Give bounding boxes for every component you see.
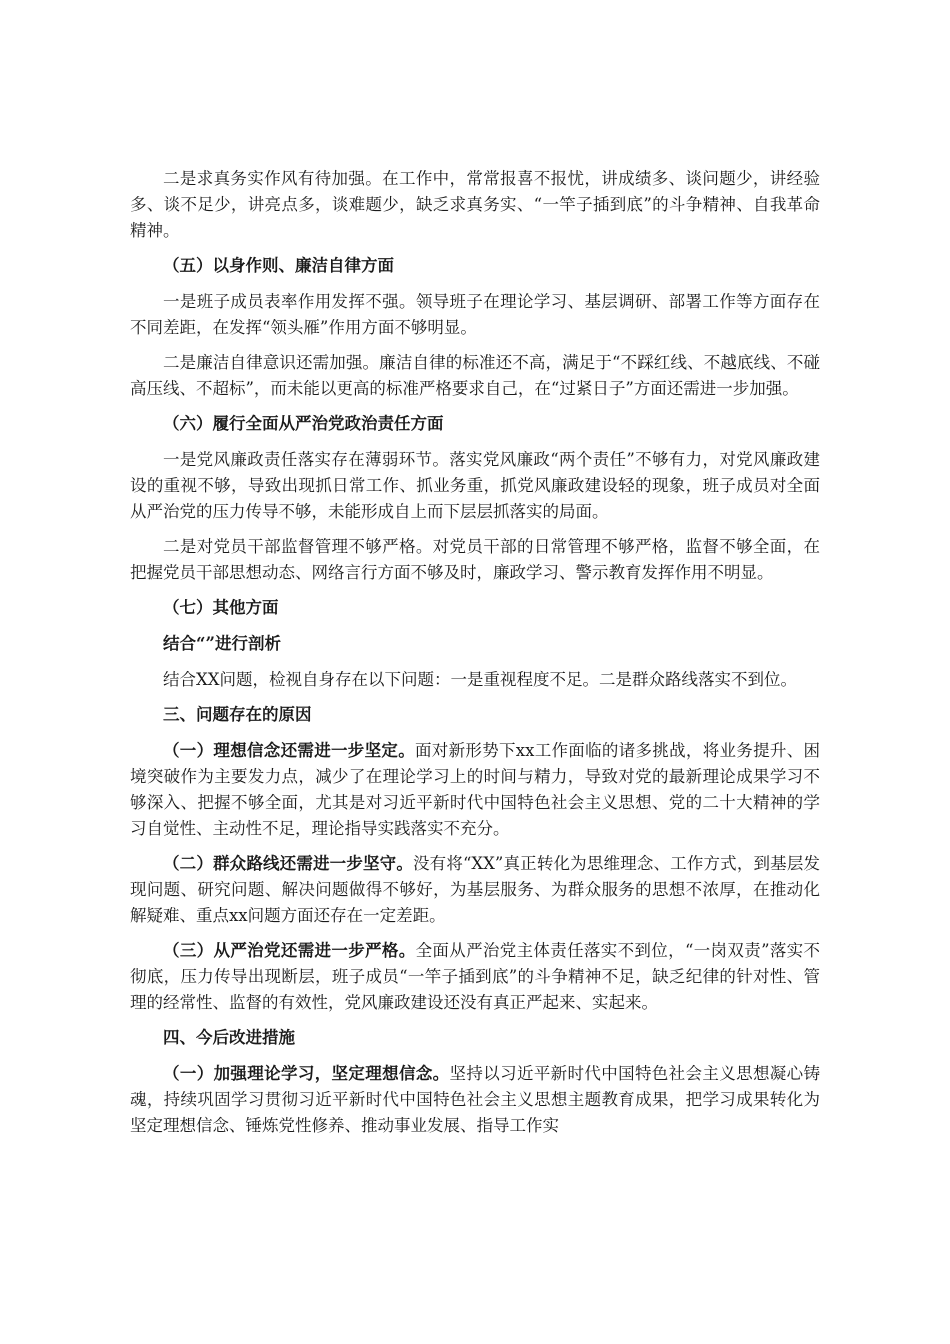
document-body (130, 166, 820, 1148)
lead-title: （二）群众路线还需进一步坚守。 (163, 854, 413, 873)
lead-text: 面对新形势下xx工作面临的诸多挑战，将业务提升、困境突破作为主要发力点，减少了在理论学习上的时间与精力，导致对党的最新理论成果学习不够深入、把握不够全面，尤其是对习近平新时代中国特色社会主义思想、党的二十大精神的学习自觉性、主动性不足，理论指导实践落实不充分。 (130, 741, 820, 838)
paragraph: 一是党风廉政责任落实存在薄弱环节。落实党风廉政“两个责任”不够有力，对党风廉政建设的重视不够，导致出现抓日常工作、抓业务重，抓党风廉政建设轻的现象，班子成员对全面从严治党的压力传导不够，未能形成自上而下层层抓落实的局面。 (130, 450, 820, 521)
paragraph: 二是对党员干部监督管理不够严格。对党员干部的日常管理不够严格，监督不够全面，在把握党员干部思想动态、网络言行方面不够及时，廉政学习、警示教育发挥作用不明显。 (130, 537, 820, 582)
section-heading: （七）其他方面 (163, 598, 279, 617)
lead-paragraph (130, 938, 820, 1016)
lead-title: （三）从严治党还需进一步严格。 (163, 941, 416, 960)
section-heading: （六）履行全面从严治党政治责任方面 (163, 414, 444, 433)
paragraph: 二是廉洁自律意识还需加强。廉洁自律的标准还不高，满足于“不踩红线、不越底线、不碰高压线、不超标”，而未能以更高的标准严格要求自己，在“过紧日子”方面还需进一步加强。 (130, 353, 820, 398)
section-heading: （五）以身作则、廉洁自律方面 (163, 256, 394, 275)
lead-text: 没有将“XX”真正转化为思维理念、工作方式，到基层发现问题、研究问题、解决问题做得不够好，为基层服务、为群众服务的思想不浓厚，在推动化解疑难、重点xx问题方面还存在一定差距。 (130, 854, 820, 925)
lead-title: （一）加强理论学习，坚定理想信念。 (163, 1064, 450, 1083)
lead-title: （一）理想信念还需进一步坚定。 (163, 741, 415, 760)
chapter-heading: 四、今后改进措施 (163, 1028, 295, 1047)
paragraph: 二是求真务实作风有待加强。在工作中，常常报喜不报忧，讲成绩多、谈问题少，讲经验多、谈不足少，讲亮点多，谈难题少，缺乏求真务实、“一竿子插到底”的斗争精神、自我革命精神。 (130, 169, 820, 240)
paragraph: 结合XX问题，检视自身存在以下问题：一是重视程度不足。二是群众路线落实不到位。 (163, 670, 797, 689)
lead-paragraph (130, 1061, 820, 1139)
lead-paragraph (130, 738, 820, 842)
lead-text: 坚持以习近平新时代中国特色社会主义思想凝心铸魂，持续巩固学习贯彻习近平新时代中国特色社会主义思想主题教育成果，把学习成果转化为坚定理想信念、锤炼党性修养、推动事业发展、指导工作实 (130, 1064, 821, 1135)
chapter-heading: 三、问题存在的原因 (163, 705, 312, 724)
lead-text: 全面从严治党主体责任落实不到位，“一岗双责”落实不彻底，压力传导出现断层，班子成员“一竿子插到底”的斗争精神不足，缺乏纪律的针对性、管理的经常性、监督的有效性，党风廉政建设还没有真正严起来、实起来。 (130, 941, 821, 1012)
paragraph: 一是班子成员表率作用发挥不强。领导班子在理论学习、基层调研、部署工作等方面存在不同差距，在发挥“领头雁”作用方面不够明显。 (130, 292, 820, 337)
lead-paragraph (130, 851, 820, 929)
section-heading: 结合“”进行剖析 (163, 634, 281, 653)
